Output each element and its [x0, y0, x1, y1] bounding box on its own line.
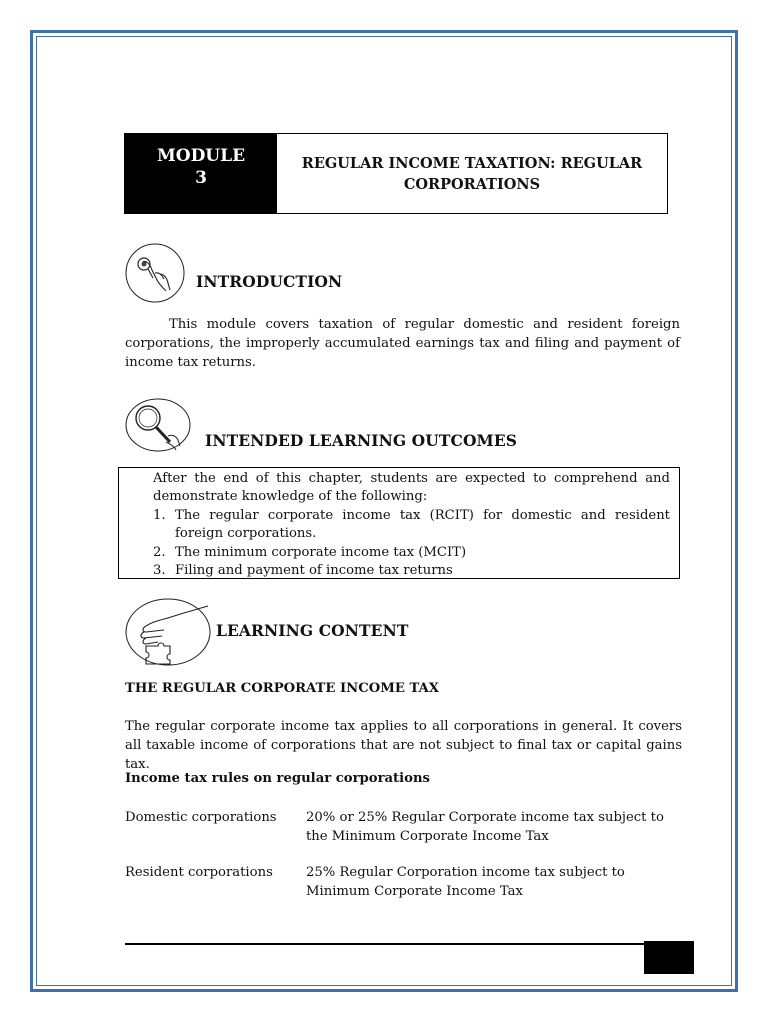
list-item-number: 2. — [153, 544, 166, 560]
module-label: MODULE — [156, 145, 246, 166]
outcomes-intro: After the end of this chapter, students are expected to comprehend and demonstrate knowledge of the following: — [153, 471, 670, 505]
rules-title: Income tax rules on regular corporations — [125, 771, 430, 786]
rule-term: Domestic corporations — [125, 810, 277, 825]
rule-term: Resident corporations — [125, 865, 273, 880]
list-item-number: 3. — [153, 563, 166, 579]
footer-rule — [125, 943, 645, 945]
list-item — [153, 507, 670, 544]
section-title: THE REGULAR CORPORATE INCOME TAX — [125, 681, 440, 696]
outcomes-list — [153, 507, 670, 581]
module-label-block — [125, 134, 277, 213]
introduction-heading: INTRODUCTION — [196, 272, 343, 291]
puzzle-hand-icon — [124, 596, 212, 668]
list-item-text: The regular corporate income tax (RCIT) for domestic and resident foreign corporations. — [175, 507, 670, 542]
module-header — [124, 133, 668, 214]
list-item-number: 1. — [153, 507, 166, 523]
rule-description: 25% Regular Corporation income tax subject to Minimum Corporate Income Tax — [306, 865, 625, 899]
module-title-line2: CORPORATIONS — [403, 175, 541, 193]
module-title — [277, 134, 667, 213]
section-text: The regular corporate income tax applies to all corporations in general. It covers all taxable income of corporations that are not subject to final tax or capital gains tax. — [125, 719, 682, 772]
table-row — [125, 863, 686, 901]
rule-description: 20% or 25% Regular Corporate income tax subject to the Minimum Corporate Income Tax — [306, 810, 664, 844]
list-item — [153, 562, 670, 580]
introduction-text-content: This module covers taxation of regular domestic and resident foreign corporations, the improperly accumulated earnings tax and filing and payment of income tax returns. — [125, 317, 680, 370]
outcomes-box — [118, 467, 680, 579]
magnifying-glass-icon — [124, 396, 196, 456]
introduction-text — [125, 315, 680, 372]
learning-content-heading: LEARNING CONTENT — [216, 621, 409, 640]
pointing-hand-icon — [124, 242, 188, 304]
list-item — [153, 544, 670, 562]
outcomes-heading: INTENDED LEARNING OUTCOMES — [205, 431, 518, 450]
module-number: 3 — [195, 167, 207, 188]
list-item-text: The minimum corporate income tax (MCIT) — [175, 544, 467, 560]
list-item-text: Filing and payment of income tax returns — [175, 563, 453, 579]
page-number-block — [644, 941, 694, 974]
module-title-line1: REGULAR INCOME TAXATION: REGULAR — [301, 154, 643, 172]
table-row — [125, 808, 686, 846]
